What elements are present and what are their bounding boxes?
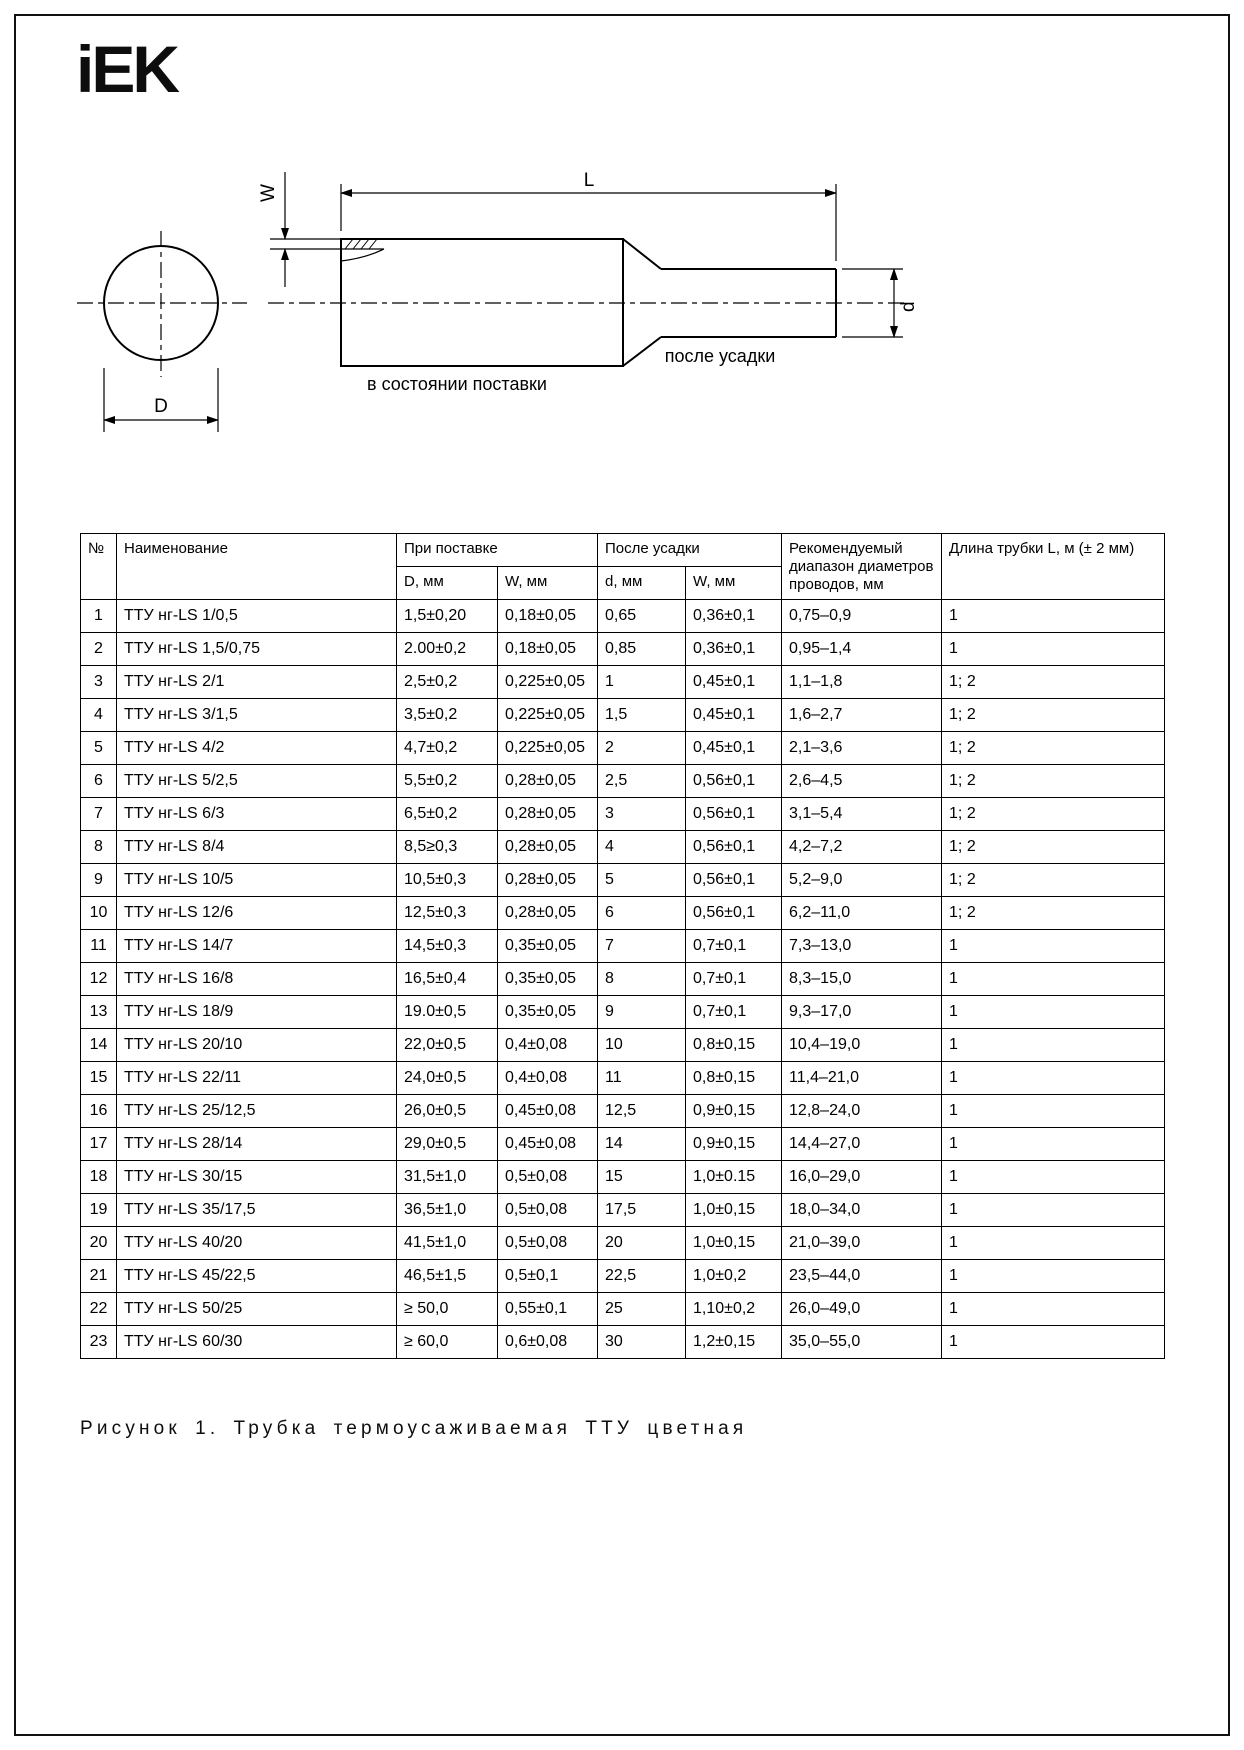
table-cell: 1; 2 xyxy=(942,699,1165,732)
table-cell: 2 xyxy=(598,732,686,765)
table-cell: 0,18±0,05 xyxy=(498,600,598,633)
table-cell: 8 xyxy=(598,963,686,996)
table-cell: 0,225±0,05 xyxy=(498,666,598,699)
table-cell: 2,6–4,5 xyxy=(782,765,942,798)
cutaway-curve xyxy=(341,249,384,261)
table-cell: 1 xyxy=(942,1326,1165,1359)
table-cell: 1 xyxy=(942,1194,1165,1227)
table-row xyxy=(81,864,1165,897)
table-cell: 41,5±1,0 xyxy=(397,1227,498,1260)
table-cell: ТТУ нг-LS 14/7 xyxy=(117,930,397,963)
table-cell: 9 xyxy=(598,996,686,1029)
table-cell: 0,45±0,1 xyxy=(686,732,782,765)
table-cell: ТТУ нг-LS 35/17,5 xyxy=(117,1194,397,1227)
table-cell: 15 xyxy=(598,1161,686,1194)
table-cell: 10 xyxy=(598,1029,686,1062)
table-cell: 1 xyxy=(942,1029,1165,1062)
table-row xyxy=(81,1293,1165,1326)
table-cell: 8,3–15,0 xyxy=(782,963,942,996)
table-cell: 1 xyxy=(81,600,117,633)
figure-caption: Рисунок 1. Трубка термоусаживаемая ТТУ цветная xyxy=(80,1418,748,1439)
table-cell: 1,1–1,8 xyxy=(782,666,942,699)
table-cell: 0,36±0,1 xyxy=(686,633,782,666)
table-cell: 0,4±0,08 xyxy=(498,1062,598,1095)
table-cell: 36,5±1,0 xyxy=(397,1194,498,1227)
table-cell: 2.00±0,2 xyxy=(397,633,498,666)
table-cell: 5 xyxy=(598,864,686,897)
table-row xyxy=(81,996,1165,1029)
table-cell: ТТУ нг-LS 4/2 xyxy=(117,732,397,765)
table-cell: 15 xyxy=(81,1062,117,1095)
table-row xyxy=(81,897,1165,930)
table-cell: 17,5 xyxy=(598,1194,686,1227)
table-cell: 0,7±0,1 xyxy=(686,963,782,996)
table-cell: 20 xyxy=(81,1227,117,1260)
table-cell: 11 xyxy=(81,930,117,963)
table-row xyxy=(81,699,1165,732)
table-cell: 0,8±0,15 xyxy=(686,1062,782,1095)
table-cell: 1; 2 xyxy=(942,666,1165,699)
table-cell: ТТУ нг-LS 2/1 xyxy=(117,666,397,699)
table-cell: 1,6–2,7 xyxy=(782,699,942,732)
table-cell: 9 xyxy=(81,864,117,897)
table-cell: 10 xyxy=(81,897,117,930)
table-row xyxy=(81,633,1165,666)
iek-logo: iEK xyxy=(76,32,178,106)
col-header-length: Длина трубки L, м (± 2 мм) xyxy=(942,534,1165,600)
table-cell: 1 xyxy=(942,930,1165,963)
table-cell: 16 xyxy=(81,1095,117,1128)
col-header-range: Рекомендуемый диапазон диаметров проводов, мм xyxy=(782,534,942,600)
table-cell: 0,56±0,1 xyxy=(686,897,782,930)
table-cell: 3,1–5,4 xyxy=(782,798,942,831)
table-cell: 7 xyxy=(598,930,686,963)
table-cell: 23 xyxy=(81,1326,117,1359)
col-group-delivery: При поставке xyxy=(397,534,598,567)
table-cell: 0,28±0,05 xyxy=(498,864,598,897)
table-cell: 0,56±0,1 xyxy=(686,798,782,831)
col-header-num: № xyxy=(81,534,117,600)
table-cell: 1,0±0,2 xyxy=(686,1260,782,1293)
table-cell: 17 xyxy=(81,1128,117,1161)
table-row xyxy=(81,1128,1165,1161)
col-group-shrink: После усадки xyxy=(598,534,782,567)
table-cell: 0,18±0,05 xyxy=(498,633,598,666)
table-row xyxy=(81,1326,1165,1359)
table-cell: 21 xyxy=(81,1260,117,1293)
table-cell: 46,5±1,5 xyxy=(397,1260,498,1293)
table-cell: 1 xyxy=(942,996,1165,1029)
table-cell: 14 xyxy=(598,1128,686,1161)
table-row xyxy=(81,1029,1165,1062)
table-cell: 1; 2 xyxy=(942,831,1165,864)
table-cell: 0,7±0,1 xyxy=(686,996,782,1029)
table-cell: 1 xyxy=(942,1128,1165,1161)
table-cell: ТТУ нг-LS 5/2,5 xyxy=(117,765,397,798)
table-cell: 9,3–17,0 xyxy=(782,996,942,1029)
table-row xyxy=(81,1194,1165,1227)
table-cell: 1 xyxy=(598,666,686,699)
table-cell: 1 xyxy=(942,633,1165,666)
table-cell: 0,95–1,4 xyxy=(782,633,942,666)
table-cell: ТТУ нг-LS 20/10 xyxy=(117,1029,397,1062)
table-cell: 21,0–39,0 xyxy=(782,1227,942,1260)
table-cell: 1 xyxy=(942,1095,1165,1128)
table-cell: 6 xyxy=(81,765,117,798)
table-cell: 12,5 xyxy=(598,1095,686,1128)
table-cell: 5,2–9,0 xyxy=(782,864,942,897)
dim-label-D: D xyxy=(154,396,168,417)
table-cell: 0,28±0,05 xyxy=(498,831,598,864)
table-cell: 23,5–44,0 xyxy=(782,1260,942,1293)
table-cell: 1; 2 xyxy=(942,798,1165,831)
table-cell: 7 xyxy=(81,798,117,831)
table-cell: 1,5 xyxy=(598,699,686,732)
table-cell: 19.0±0,5 xyxy=(397,996,498,1029)
table-cell: 29,0±0,5 xyxy=(397,1128,498,1161)
table-cell: 20 xyxy=(598,1227,686,1260)
label-delivered-state: в состоянии поставки xyxy=(367,374,547,394)
table-cell: 2,5±0,2 xyxy=(397,666,498,699)
table-cell: ТТУ нг-LS 28/14 xyxy=(117,1128,397,1161)
table-cell: 2,5 xyxy=(598,765,686,798)
table-cell: 22 xyxy=(81,1293,117,1326)
table-cell: 4 xyxy=(598,831,686,864)
label-after-shrink: после усадки xyxy=(664,346,776,366)
table-cell: ТТУ нг-LS 16/8 xyxy=(117,963,397,996)
table-cell: 1 xyxy=(942,1161,1165,1194)
col-header-d: d, мм xyxy=(598,567,686,600)
table-cell: 3,5±0,2 xyxy=(397,699,498,732)
table-cell: 0,45±0,08 xyxy=(498,1128,598,1161)
table-cell: 1 xyxy=(942,1062,1165,1095)
table-cell: 22,0±0,5 xyxy=(397,1029,498,1062)
col-header-D: D, мм xyxy=(397,567,498,600)
table-cell: 1,0±0.15 xyxy=(686,1161,782,1194)
table-cell: 10,4–19,0 xyxy=(782,1029,942,1062)
table-cell: ТТУ нг-LS 6/3 xyxy=(117,798,397,831)
table-cell: 0,4±0,08 xyxy=(498,1029,598,1062)
table-header xyxy=(81,534,1165,600)
table-cell: 13 xyxy=(81,996,117,1029)
table-cell: 0,7±0,1 xyxy=(686,930,782,963)
table-row xyxy=(81,765,1165,798)
table-cell: 11 xyxy=(598,1062,686,1095)
table-cell: ТТУ нг-LS 1,5/0,75 xyxy=(117,633,397,666)
table-row xyxy=(81,1062,1165,1095)
table-cell: ≥ 60,0 xyxy=(397,1326,498,1359)
table-cell: 3 xyxy=(598,798,686,831)
table-cell: ≥ 50,0 xyxy=(397,1293,498,1326)
table-row xyxy=(81,963,1165,996)
table-cell: 1,0±0,15 xyxy=(686,1194,782,1227)
col-header-name: Наименование xyxy=(117,534,397,600)
table-row xyxy=(81,1227,1165,1260)
table-cell: 5 xyxy=(81,732,117,765)
table-cell: ТТУ нг-LS 1/0,5 xyxy=(117,600,397,633)
table-cell: 18,0–34,0 xyxy=(782,1194,942,1227)
table-row xyxy=(81,666,1165,699)
spec-table xyxy=(80,533,1165,1359)
table-cell: 0,85 xyxy=(598,633,686,666)
table-cell: 0,45±0,1 xyxy=(686,699,782,732)
table-cell: ТТУ нг-LS 8/4 xyxy=(117,831,397,864)
table-cell: 7,3–13,0 xyxy=(782,930,942,963)
table-cell: 1,0±0,15 xyxy=(686,1227,782,1260)
table-cell: ТТУ нг-LS 30/15 xyxy=(117,1161,397,1194)
table-cell: 0,56±0,1 xyxy=(686,765,782,798)
technical-drawing xyxy=(0,0,1244,500)
table-cell: 5,5±0,2 xyxy=(397,765,498,798)
table-cell: 0,35±0,05 xyxy=(498,996,598,1029)
table-cell: ТТУ нг-LS 50/25 xyxy=(117,1293,397,1326)
table-cell: 1 xyxy=(942,600,1165,633)
table-cell: 35,0–55,0 xyxy=(782,1326,942,1359)
table-cell: 0,45±0,1 xyxy=(686,666,782,699)
table-cell: 16,5±0,4 xyxy=(397,963,498,996)
table-cell: ТТУ нг-LS 3/1,5 xyxy=(117,699,397,732)
table-cell: 0,5±0,1 xyxy=(498,1260,598,1293)
table-cell: 11,4–21,0 xyxy=(782,1062,942,1095)
table-cell: 0,35±0,05 xyxy=(498,963,598,996)
table-cell: 0,225±0,05 xyxy=(498,732,598,765)
table-cell: 0,35±0,05 xyxy=(498,930,598,963)
table-cell: 1,5±0,20 xyxy=(397,600,498,633)
table-row xyxy=(81,600,1165,633)
dim-label-L: L xyxy=(583,170,595,191)
table-cell: 19 xyxy=(81,1194,117,1227)
table-cell: 18 xyxy=(81,1161,117,1194)
table-cell: 0,5±0,08 xyxy=(498,1194,598,1227)
table-cell: 1,2±0,15 xyxy=(686,1326,782,1359)
table-cell: 31,5±1,0 xyxy=(397,1161,498,1194)
dim-label-d: d xyxy=(898,301,919,312)
table-cell: 1; 2 xyxy=(942,897,1165,930)
table-row xyxy=(81,798,1165,831)
table-cell: 1; 2 xyxy=(942,765,1165,798)
table-cell: 0,28±0,05 xyxy=(498,798,598,831)
table-cell: 3 xyxy=(81,666,117,699)
table-row xyxy=(81,930,1165,963)
table-cell: 16,0–29,0 xyxy=(782,1161,942,1194)
table-cell: 1 xyxy=(942,963,1165,996)
table-cell: 0,36±0,1 xyxy=(686,600,782,633)
table-cell: 26,0–49,0 xyxy=(782,1293,942,1326)
table-cell: 0,225±0,05 xyxy=(498,699,598,732)
table-cell: 4,7±0,2 xyxy=(397,732,498,765)
table-cell: 0,56±0,1 xyxy=(686,864,782,897)
table-cell: 2,1–3,6 xyxy=(782,732,942,765)
table-cell: ТТУ нг-LS 22/11 xyxy=(117,1062,397,1095)
table-row xyxy=(81,1161,1165,1194)
table-cell: 1 xyxy=(942,1260,1165,1293)
col-header-W-shrink: W, мм xyxy=(686,567,782,600)
table-cell: 1,10±0,2 xyxy=(686,1293,782,1326)
table-cell: 1; 2 xyxy=(942,864,1165,897)
table-cell: 1 xyxy=(942,1227,1165,1260)
table-row xyxy=(81,1095,1165,1128)
table-cell: 0,56±0,1 xyxy=(686,831,782,864)
table-cell: 0,65 xyxy=(598,600,686,633)
table-cell: 0,5±0,08 xyxy=(498,1227,598,1260)
table-cell: 14 xyxy=(81,1029,117,1062)
table-cell: 6,5±0,2 xyxy=(397,798,498,831)
col-header-W-delivery: W, мм xyxy=(498,567,598,600)
table-cell: 0,9±0,15 xyxy=(686,1128,782,1161)
table-cell: 4 xyxy=(81,699,117,732)
table-cell: 14,4–27,0 xyxy=(782,1128,942,1161)
table-cell: ТТУ нг-LS 45/22,5 xyxy=(117,1260,397,1293)
table-cell: ТТУ нг-LS 40/20 xyxy=(117,1227,397,1260)
dim-label-W: W xyxy=(258,184,279,202)
table-cell: 30 xyxy=(598,1326,686,1359)
table-cell: 0,5±0,08 xyxy=(498,1161,598,1194)
table-cell: 1; 2 xyxy=(942,732,1165,765)
table-cell: 12,5±0,3 xyxy=(397,897,498,930)
table-cell: 8,5≥0,3 xyxy=(397,831,498,864)
table-cell: 0,28±0,05 xyxy=(498,765,598,798)
table-body xyxy=(81,600,1165,1359)
table-row xyxy=(81,831,1165,864)
table-cell: 0,45±0,08 xyxy=(498,1095,598,1128)
table-cell: 12,8–24,0 xyxy=(782,1095,942,1128)
table-cell: ТТУ нг-LS 60/30 xyxy=(117,1326,397,1359)
table-cell: 0,28±0,05 xyxy=(498,897,598,930)
table-cell: 0,8±0,15 xyxy=(686,1029,782,1062)
table-cell: 6,2–11,0 xyxy=(782,897,942,930)
table-cell: 26,0±0,5 xyxy=(397,1095,498,1128)
table-cell: ТТУ нг-LS 12/6 xyxy=(117,897,397,930)
table-row xyxy=(81,1260,1165,1293)
table-cell: 6 xyxy=(598,897,686,930)
table-cell: 1 xyxy=(942,1293,1165,1326)
table-cell: ТТУ нг-LS 18/9 xyxy=(117,996,397,1029)
table-cell: 0,9±0,15 xyxy=(686,1095,782,1128)
table-cell: 24,0±0,5 xyxy=(397,1062,498,1095)
table-cell: ТТУ нг-LS 10/5 xyxy=(117,864,397,897)
table-cell: 0,6±0,08 xyxy=(498,1326,598,1359)
table-cell: 12 xyxy=(81,963,117,996)
table-cell: ТТУ нг-LS 25/12,5 xyxy=(117,1095,397,1128)
table-cell: 25 xyxy=(598,1293,686,1326)
table-cell: 10,5±0,3 xyxy=(397,864,498,897)
table-cell: 14,5±0,3 xyxy=(397,930,498,963)
table-cell: 8 xyxy=(81,831,117,864)
table-cell: 0,75–0,9 xyxy=(782,600,942,633)
table-cell: 0,55±0,1 xyxy=(498,1293,598,1326)
table-cell: 2 xyxy=(81,633,117,666)
table-row xyxy=(81,732,1165,765)
table-cell: 22,5 xyxy=(598,1260,686,1293)
table-cell: 4,2–7,2 xyxy=(782,831,942,864)
